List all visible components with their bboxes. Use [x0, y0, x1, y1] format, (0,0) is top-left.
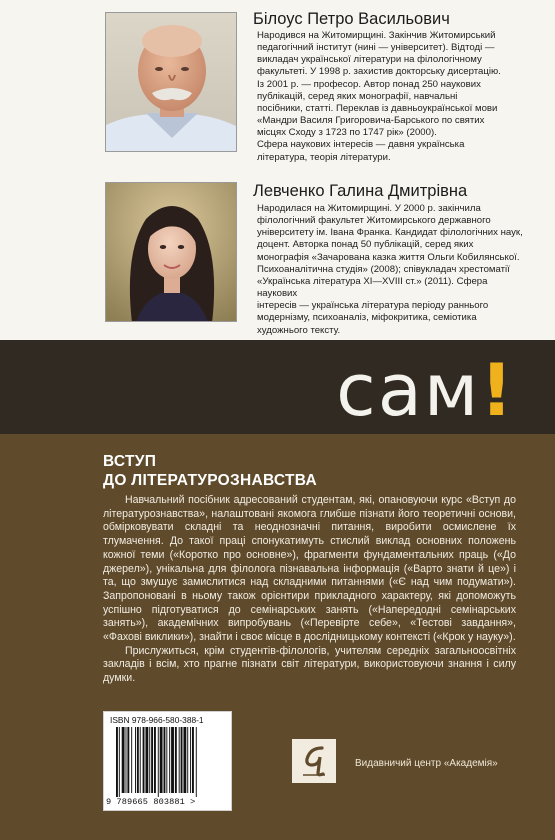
author-portrait-man-icon: [106, 13, 237, 152]
bio-line: місцях Сходу з 1723 по 1747 рік» (2000).: [257, 127, 437, 139]
author-bio-1: [257, 30, 517, 164]
bio-line: педагогічний інститут (нині — університет). Відтоді —: [257, 42, 495, 54]
author-name-2: Левченко Галина Дмитрівна: [253, 182, 468, 200]
author-portrait-woman-icon: [106, 183, 237, 322]
bio-line: Народився на Житомирщині. Закінчив Житомирський: [257, 30, 496, 41]
bio-line: монографія «Зачарована казка життя Ольги Кобилянської.: [257, 251, 520, 263]
barcode-icon: [114, 727, 224, 797]
isbn-label: ISBN 978-966-580-388-1: [110, 715, 204, 725]
bio-line: Народилася на Житомирщині. У 2000 р. закінчила: [257, 203, 481, 214]
bio-line: Сфера наукових інтересів — давня українська: [257, 139, 465, 151]
annotation-paragraph: Прислужиться, крім студентів-філологів, учителям середніх загальноосвітніх закладів і всім, хто прагне пізнати світ літератури, використовуючи знання і силу думки.: [103, 644, 516, 685]
bio-line: Психоаналітична студія» (2008); співукладач хрестоматії: [257, 263, 510, 275]
bio-line: література, теорія літератури.: [257, 151, 391, 163]
book-title-line: ДО ЛІТЕРАТУРОЗНАВСТВА: [103, 472, 317, 489]
annotation-paragraph: Навчальний посібник адресований студентам, які, опановуючи курс «Вступ до літературознавства», налаштовані якомога глибше пізнати його теоретичні основи, обмірковувати складні та неоднозначні питання, виробити осмислене їх тлумачення. До такої праці спонукатимуть стислий виклад основних положень кожної теми («Коротко про основне»), фрагменти фундаментальних праць («До джерел»), унікальна для філолога пізнавальна інформація («Варто знати й це») і та, що змушує замислитися над складними питаннями («Є над чим подумати»). Запропоновані в ньому також орієнтири прикладного характеру, які допоможуть успішно підготуватися до семінарських занять («Напередодні семінарських занять»), академічних випробувань («Перевірте себе», «Тестові завдання», «Фахові виклики»), знайти і своє місце в дослідницькому контексті («Крок у науку»).: [103, 494, 516, 644]
bio-line: посібники, статті. Переклав із давньоукраїнської мови: [257, 102, 498, 114]
bio-line: університету ім. Івана Франка. Кандидат філологічних наук,: [257, 227, 523, 239]
book-title-line: ВСТУП: [103, 453, 157, 470]
author-photo-2: [105, 182, 237, 322]
bio-line: «Українська література XI—XVIII ст.» (2011). Сфера наукових: [257, 275, 488, 300]
book-title: [103, 452, 317, 490]
publisher-name: Видавничий центр «Академія»: [355, 758, 498, 769]
bio-line: публікацій, серед яких монографії, навчальні: [257, 90, 458, 102]
series-logo-mark: !: [480, 348, 515, 432]
bio-line: модернізму, психоаналіз, міфокритика, семіотика: [257, 312, 477, 324]
bio-line: доцент. Авторка понад 50 публікацій, серед яких: [257, 239, 474, 251]
series-logo-word: сам: [336, 348, 481, 432]
bio-line: «Мандри Василя Григоровича-Барського по святих: [257, 115, 485, 127]
bio-line: інтересів — українська література періоду раннього: [257, 300, 489, 312]
bio-line: факультеті. У 1998 р. захистив докторську дисертацію.: [257, 66, 501, 78]
bio-line: викладач української літератури на філологічному: [257, 54, 482, 66]
author-photo-1: [105, 12, 237, 152]
bio-line: філологічний факультет Житомирського державного: [257, 215, 491, 227]
isbn-barcode-block: [103, 711, 232, 811]
bio-line: художнього тексту.: [257, 324, 341, 336]
bio-line: Із 2001 р. — професор. Автор понад 250 наукових: [257, 78, 481, 90]
book-annotation: [103, 494, 516, 686]
academia-publisher-logo-icon: [292, 739, 336, 783]
author-bio-2: [257, 203, 527, 337]
series-logo: [336, 348, 515, 432]
author-name-1: Білоус Петро Васильович: [253, 10, 450, 28]
barcode-digits: 9 789665 803881 >: [106, 797, 196, 807]
